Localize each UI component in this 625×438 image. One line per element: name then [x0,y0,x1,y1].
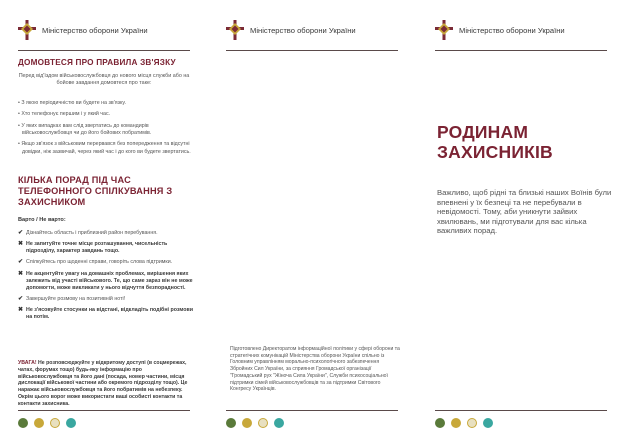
header [435,20,565,40]
dos-donts-label: Варто / Не варто: [18,217,66,223]
women-power-logo-icon [451,418,461,428]
divider [226,50,398,51]
ministry-emblem-icon [18,20,36,40]
tip-item [18,271,194,292]
cover-title-line: ЗАХИСНИКІВ [437,142,553,162]
credits-text: Підготовлено Директоратом інформаційної політики у сфері оборони та стратегічних комунікацій Міністерства оборони України спільно із Головним управлінням морально-психологічного забезпечення Збройних Сил України, за сприяння Громадської організації "Громадський рух "Жіноча Сила України", Служби психосоціальної підтримки сімей військовослужбовців та за підтримки Світового Конгресу Українців. [230,346,400,393]
contact-rules-heading: ДОМОВТЕСЯ ПРО ПРАВИЛА ЗВ'ЯЗКУ [18,58,176,67]
ministry-emblem-icon [226,20,244,40]
agreement-list [18,100,194,160]
cover-title-line: РОДИНАМ [437,122,529,142]
tip-item [18,296,194,303]
intro-text: Перед від'їздом військовослужбовця до нового місця служби або на бойове завдання домовтеся про таке: [18,73,190,87]
tip-item [18,259,194,266]
cross-icon: ✖ [18,270,23,277]
agreement-item: • Якщо зв'язок з військовим перервався без попередження та відсутні довідки, ніж зазвичай, через який час і до кого ви будете звертатись. [18,141,191,155]
women-power-logo-icon [242,418,252,428]
armed-forces-logo-icon [18,418,28,428]
cross-logo-icon [258,418,268,428]
ministry-name: Міністерство оборони України [42,25,148,35]
agreement-item: • З якою періодичністю ви будете на зв'язку. [18,100,126,106]
cover-body-text: Важливо, щоб рідні та близькі наших Воїнів були впевнені у їх безпеці та не перебували в невідомості. Тому, аби уникнути зайвих хвилювань, ми підготували для вас кілька важливих порад. [437,188,612,236]
divider [18,410,190,411]
warning-text: Не розповсюджуйте у відкритому доступі (в соцмережах, чатах, форумах тощо) будь-яку інформацію про військовослужбовця та його дані (посада, номер частини, місця дислокації військової частини або окремого підрозділу тощо). Це наражає військовослужбовця та його побратимів на небезпеку. Окрім цього ворог може використати ваші особисті контакти та контакти захисника. [18,360,188,407]
ministry-name: Міністерство оборони України [459,25,565,35]
header [226,20,356,40]
ministry-emblem-icon [435,20,453,40]
tip-text: Не з'ясовуйте стосунки на відстані, відкладіть подібні розмови на потім. [26,306,193,320]
check-icon: ✔ [18,230,23,236]
divider [226,410,398,411]
check-icon: ✔ [18,295,23,302]
tip-item [18,230,194,237]
armed-forces-logo-icon [435,418,445,428]
armed-forces-logo-icon [226,418,236,428]
agreement-item: • Хто телефонує першим і у який час. [18,111,111,118]
divider [18,50,190,51]
women-power-logo-icon [34,418,44,428]
partner-logos [435,418,499,428]
divider [435,410,607,411]
world-congress-logo-icon [66,418,76,428]
panel-communication-rules [0,0,208,438]
tips-list [18,230,194,325]
partner-logos [226,418,290,428]
cross-logo-icon [467,418,477,428]
tip-item [18,307,194,321]
cross-icon: ✖ [18,306,23,313]
phone-tips-heading: КІЛЬКА ПОРАД ПІД ЧАС ТЕЛЕФОННОГО СПІЛКУВАННЯ З ЗАХИСНИКОМ [18,175,173,208]
agreement-item: • У яких випадках вам слід звертатись до командирів військовослужбовця чи до його бойових побратимів. [18,122,152,136]
warning-lead: УВАГА! [18,360,37,366]
panel-cover [417,0,625,438]
check-icon: ✔ [18,259,23,266]
world-congress-logo-icon [483,418,493,428]
tip-text: Спілкуйтесь про щоденні справи, говоріть слова підтримки. [26,259,173,266]
divider [435,50,607,51]
header [18,20,148,40]
ministry-name: Міністерство оборони України [250,25,356,35]
cross-logo-icon [50,418,60,428]
tip-text: Не акцентуйте увагу на домашніх проблемах, вирішення яких залежить від участі військового. Те, що саме зараз він не може допомогти, може викликати у нього відчуття безпорадності. [26,270,193,291]
privacy-warning [18,360,194,408]
tip-text: Не запитуйте точне місце розташування, чисельність підрозділу, характер завдань тощо. [26,241,168,255]
panel-credits [208,0,417,438]
partner-logos [18,418,82,428]
cross-icon: ✖ [18,241,23,248]
world-congress-logo-icon [274,418,284,428]
tip-item [18,241,194,255]
cover-title [437,122,553,162]
tip-text: Дізнайтесь область і приблизний район перебування. [26,230,158,236]
tip-text: Завершуйте розмову на позитивній ноті! [26,295,126,302]
